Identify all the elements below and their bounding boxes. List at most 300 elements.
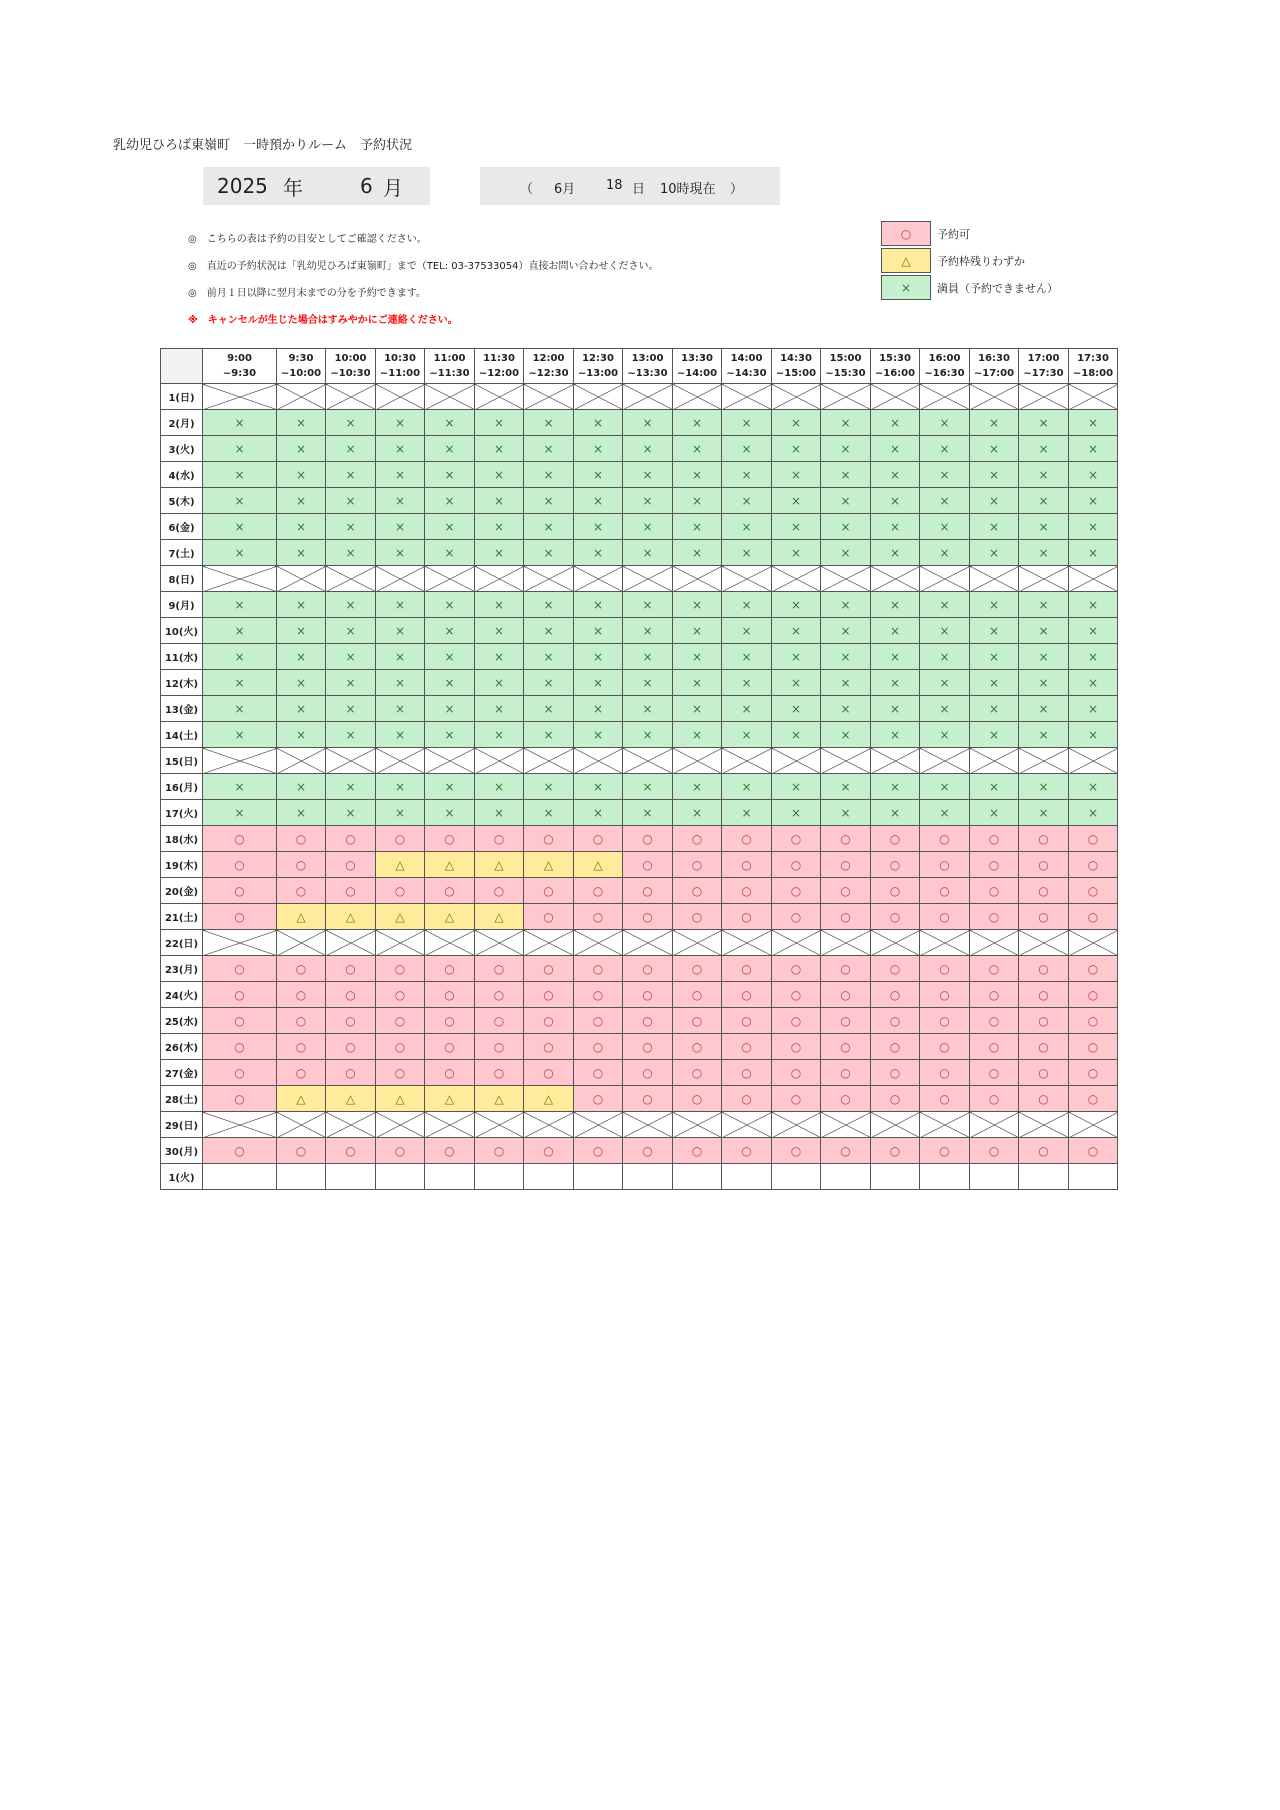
slot-full: ×: [871, 696, 920, 722]
time-slot-start: 14:30: [780, 353, 812, 364]
slot-available: ○: [970, 826, 1019, 852]
slot-full: ×: [920, 436, 970, 462]
slot-available: ○: [574, 1086, 623, 1112]
slot-full: ×: [277, 514, 326, 540]
slot-available: ○: [425, 826, 475, 852]
slot-available: ○: [1069, 1060, 1118, 1086]
slot-available: ○: [1019, 1138, 1069, 1164]
day-label: 21(土): [161, 904, 203, 930]
note-cancel: ※ キャンセルが生じた場合はすみやかにご連絡ください。: [188, 315, 458, 326]
slot-full: ×: [970, 774, 1019, 800]
day-label: 19(木): [161, 852, 203, 878]
note-contact: ◎ 直近の予約状況は「乳幼児ひろば東嶺町」まで（TEL: 03-37533054）直接お問い合わせください。: [188, 261, 659, 272]
slot-full: ×: [326, 592, 376, 618]
slot-closed: [376, 930, 425, 956]
slot-full: ×: [326, 800, 376, 826]
legend-available-swatch: ○: [881, 221, 931, 246]
slot-available: ○: [673, 904, 722, 930]
slot-full: ×: [871, 722, 920, 748]
time-slot-start: 11:00: [433, 353, 466, 364]
slot-available: ○: [722, 982, 772, 1008]
slot-full: ×: [1069, 514, 1118, 540]
slot-full: ×: [425, 644, 475, 670]
slot-available: ○: [1069, 956, 1118, 982]
slot-full: ×: [1019, 618, 1069, 644]
slot-available: ○: [920, 1060, 970, 1086]
slot-closed: [277, 748, 326, 774]
slot-full: ×: [1069, 618, 1118, 644]
slot-available: ○: [623, 1086, 673, 1112]
slot-full: ×: [920, 488, 970, 514]
slot-available: ○: [673, 1034, 722, 1060]
slot-closed: [623, 930, 673, 956]
slot-closed: [376, 1112, 425, 1138]
slot-full: ×: [772, 800, 821, 826]
time-slot-end: ~10:00: [280, 368, 322, 379]
slot-available: ○: [203, 1138, 277, 1164]
time-slot-start: 13:30: [681, 353, 713, 364]
slot-full: ×: [673, 462, 722, 488]
slot-available: ○: [772, 982, 821, 1008]
slot-full: ×: [722, 462, 772, 488]
slot-closed: [203, 1112, 277, 1138]
slot-full: ×: [1019, 514, 1069, 540]
year-unit: 年: [283, 175, 303, 200]
slot-available: ○: [277, 1060, 326, 1086]
slot-available: ○: [1069, 1008, 1118, 1034]
slot-available: ○: [277, 878, 326, 904]
slot-few: △: [376, 904, 425, 930]
table-row: [161, 1060, 1118, 1086]
slot-full: ×: [425, 670, 475, 696]
time-slot-header: [821, 349, 871, 384]
slot-closed: [920, 930, 970, 956]
slot-available: ○: [203, 878, 277, 904]
slot-closed: [203, 566, 277, 592]
slot-full: ×: [376, 436, 425, 462]
slot-full: ×: [970, 436, 1019, 462]
slot-full: ×: [722, 800, 772, 826]
time-slot-end: ~12:00: [478, 368, 520, 379]
slot-closed: [970, 930, 1019, 956]
slot-available: ○: [722, 852, 772, 878]
slot-closed: [203, 748, 277, 774]
slot-full: ×: [623, 774, 673, 800]
slot-empty: [772, 1164, 821, 1190]
slot-full: ×: [574, 462, 623, 488]
slot-full: ×: [475, 540, 524, 566]
slot-few: △: [524, 1086, 574, 1112]
slot-full: ×: [524, 800, 574, 826]
slot-full: ×: [277, 540, 326, 566]
slot-available: ○: [326, 852, 376, 878]
slot-full: ×: [203, 514, 277, 540]
slot-closed: [376, 566, 425, 592]
slot-full: ×: [722, 540, 772, 566]
slot-available: ○: [772, 1008, 821, 1034]
slot-full: ×: [475, 592, 524, 618]
time-slot-end: ~16:30: [924, 368, 965, 379]
slot-full: ×: [425, 800, 475, 826]
note-booking-window: ◎ 前月１日以降に翌月末までの分を予約できます。: [188, 288, 426, 299]
slot-available: ○: [277, 1034, 326, 1060]
slot-closed: [524, 566, 574, 592]
slot-full: ×: [920, 774, 970, 800]
slot-full: ×: [871, 436, 920, 462]
slot-full: ×: [821, 696, 871, 722]
slot-available: ○: [623, 1060, 673, 1086]
slot-full: ×: [376, 592, 425, 618]
slot-closed: [475, 1112, 524, 1138]
slot-available: ○: [623, 852, 673, 878]
slot-full: ×: [970, 514, 1019, 540]
slot-full: ×: [326, 618, 376, 644]
slot-empty: [277, 1164, 326, 1190]
slot-few: △: [277, 904, 326, 930]
day-label: 22(日): [161, 930, 203, 956]
slot-available: ○: [772, 956, 821, 982]
time-slot-end: ~14:00: [676, 368, 718, 379]
slot-few: △: [425, 852, 475, 878]
time-slot-end: ~9:30: [222, 368, 257, 379]
legend-full-swatch: ×: [881, 275, 931, 300]
slot-few: △: [475, 852, 524, 878]
table-row: [161, 696, 1118, 722]
slot-available: ○: [871, 1008, 920, 1034]
slot-full: ×: [277, 488, 326, 514]
slot-empty: [1019, 1164, 1069, 1190]
slot-closed: [920, 748, 970, 774]
slot-full: ×: [871, 800, 920, 826]
time-slot-start: 14:00: [730, 353, 763, 364]
slot-full: ×: [920, 644, 970, 670]
slot-full: ×: [524, 462, 574, 488]
slot-empty: [326, 1164, 376, 1190]
time-slot-header: [1069, 349, 1118, 384]
slot-closed: [425, 930, 475, 956]
slot-available: ○: [821, 878, 871, 904]
slot-available: ○: [673, 852, 722, 878]
slot-full: ×: [673, 410, 722, 436]
slot-full: ×: [376, 670, 425, 696]
slot-available: ○: [277, 852, 326, 878]
slot-available: ○: [475, 1138, 524, 1164]
day-label: 23(月): [161, 956, 203, 982]
slot-full: ×: [1069, 488, 1118, 514]
slot-full: ×: [1069, 462, 1118, 488]
slot-available: ○: [524, 826, 574, 852]
slot-available: ○: [821, 1034, 871, 1060]
slot-empty: [920, 1164, 970, 1190]
slot-available: ○: [871, 904, 920, 930]
slot-available: ○: [970, 1008, 1019, 1034]
slot-full: ×: [722, 436, 772, 462]
slot-full: ×: [970, 644, 1019, 670]
slot-available: ○: [623, 1008, 673, 1034]
slot-full: ×: [871, 462, 920, 488]
slot-full: ×: [203, 644, 277, 670]
slot-full: ×: [524, 488, 574, 514]
slot-empty: [722, 1164, 772, 1190]
slot-available: ○: [326, 1034, 376, 1060]
slot-full: ×: [425, 488, 475, 514]
month-value: 6: [360, 174, 373, 198]
table-row: [161, 748, 1118, 774]
day-label: 13(金): [161, 696, 203, 722]
slot-available: ○: [326, 982, 376, 1008]
legend-full-label: 満員（予約できません）: [937, 281, 1058, 295]
slot-available: ○: [772, 1060, 821, 1086]
slot-closed: [574, 566, 623, 592]
slot-full: ×: [623, 618, 673, 644]
slot-closed: [821, 748, 871, 774]
slot-available: ○: [326, 1060, 376, 1086]
slot-full: ×: [1069, 722, 1118, 748]
legend-few-label: 予約枠残りわずか: [937, 254, 1025, 268]
slot-full: ×: [623, 436, 673, 462]
slot-full: ×: [722, 618, 772, 644]
slot-full: ×: [1069, 670, 1118, 696]
slot-empty: [623, 1164, 673, 1190]
time-slot-start: 15:00: [829, 353, 862, 364]
slot-closed: [524, 930, 574, 956]
time-slot-end: ~11:30: [429, 368, 470, 379]
slot-available: ○: [821, 1138, 871, 1164]
slot-full: ×: [574, 618, 623, 644]
slot-empty: [524, 1164, 574, 1190]
slot-available: ○: [871, 956, 920, 982]
slot-full: ×: [772, 696, 821, 722]
table-row: [161, 592, 1118, 618]
slot-closed: [203, 384, 277, 410]
slot-full: ×: [524, 670, 574, 696]
day-label: 24(火): [161, 982, 203, 1008]
slot-full: ×: [1069, 410, 1118, 436]
slot-closed: [277, 1112, 326, 1138]
slot-full: ×: [623, 488, 673, 514]
slot-closed: [772, 930, 821, 956]
day-label: 4(水): [161, 462, 203, 488]
time-slot-header: [203, 349, 277, 384]
time-slot-end: ~14:30: [726, 368, 767, 379]
slot-full: ×: [1019, 462, 1069, 488]
slot-available: ○: [1019, 1034, 1069, 1060]
slot-full: ×: [475, 722, 524, 748]
table-row: [161, 1034, 1118, 1060]
slot-available: ○: [970, 982, 1019, 1008]
table-row: [161, 878, 1118, 904]
slot-available: ○: [970, 956, 1019, 982]
time-slot-header: [722, 349, 772, 384]
slot-available: ○: [871, 878, 920, 904]
slot-full: ×: [277, 670, 326, 696]
slot-few: △: [425, 1086, 475, 1112]
slot-available: ○: [475, 878, 524, 904]
slot-available: ○: [772, 852, 821, 878]
slot-few: △: [326, 1086, 376, 1112]
slot-full: ×: [920, 514, 970, 540]
slot-closed: [475, 566, 524, 592]
slot-available: ○: [1019, 852, 1069, 878]
slot-closed: [722, 930, 772, 956]
slot-full: ×: [1019, 488, 1069, 514]
slot-available: ○: [772, 826, 821, 852]
slot-full: ×: [574, 410, 623, 436]
slot-available: ○: [821, 1060, 871, 1086]
slot-closed: [1019, 566, 1069, 592]
slot-full: ×: [920, 800, 970, 826]
slot-full: ×: [722, 774, 772, 800]
slot-available: ○: [524, 1034, 574, 1060]
slot-closed: [1069, 566, 1118, 592]
slot-full: ×: [425, 462, 475, 488]
slot-available: ○: [524, 878, 574, 904]
slot-closed: [920, 384, 970, 410]
reservation-table: [160, 348, 1118, 1190]
time-slot-header: [475, 349, 524, 384]
slot-full: ×: [673, 488, 722, 514]
as-of-close-paren: ）: [730, 182, 744, 197]
time-slot-header: [326, 349, 376, 384]
slot-full: ×: [871, 644, 920, 670]
table-header-row: [161, 349, 1118, 384]
slot-full: ×: [425, 696, 475, 722]
slot-closed: [722, 748, 772, 774]
slot-full: ×: [524, 592, 574, 618]
legend-available-label: 予約可: [937, 227, 970, 241]
slot-available: ○: [920, 1008, 970, 1034]
slot-empty: [673, 1164, 722, 1190]
slot-available: ○: [376, 1060, 425, 1086]
slot-available: ○: [425, 1138, 475, 1164]
table-row: [161, 982, 1118, 1008]
slot-full: ×: [821, 514, 871, 540]
slot-full: ×: [772, 462, 821, 488]
slot-full: ×: [623, 696, 673, 722]
slot-full: ×: [277, 696, 326, 722]
day-label: 15(日): [161, 748, 203, 774]
slot-closed: [425, 748, 475, 774]
slot-full: ×: [425, 514, 475, 540]
slot-available: ○: [722, 1138, 772, 1164]
slot-full: ×: [722, 696, 772, 722]
day-label: 20(金): [161, 878, 203, 904]
slot-available: ○: [524, 904, 574, 930]
slot-full: ×: [574, 436, 623, 462]
slot-closed: [425, 566, 475, 592]
time-slot-start: 16:00: [928, 353, 961, 364]
time-slot-header: [623, 349, 673, 384]
slot-closed: [376, 384, 425, 410]
slot-full: ×: [475, 618, 524, 644]
slot-available: ○: [1019, 826, 1069, 852]
slot-full: ×: [871, 774, 920, 800]
time-slot-start: 16:30: [978, 353, 1010, 364]
slot-closed: [871, 566, 920, 592]
slot-full: ×: [376, 514, 425, 540]
time-slot-header: [970, 349, 1019, 384]
table-row: [161, 462, 1118, 488]
slot-available: ○: [623, 1138, 673, 1164]
slot-full: ×: [623, 644, 673, 670]
slot-closed: [277, 566, 326, 592]
time-slot-start: 13:00: [631, 353, 664, 364]
slot-available: ○: [524, 1060, 574, 1086]
day-label: 14(土): [161, 722, 203, 748]
slot-full: ×: [673, 774, 722, 800]
slot-few: △: [475, 904, 524, 930]
slot-closed: [673, 748, 722, 774]
slot-full: ×: [376, 644, 425, 670]
slot-full: ×: [871, 540, 920, 566]
time-slot-end: ~11:00: [379, 368, 421, 379]
slot-closed: [1069, 384, 1118, 410]
slot-full: ×: [821, 436, 871, 462]
slot-full: ×: [821, 644, 871, 670]
slot-available: ○: [772, 1138, 821, 1164]
slot-available: ○: [203, 904, 277, 930]
time-slot-start: 9:30: [288, 353, 314, 364]
slot-available: ○: [623, 956, 673, 982]
slot-available: ○: [970, 1138, 1019, 1164]
slot-full: ×: [673, 644, 722, 670]
slot-full: ×: [821, 722, 871, 748]
slot-closed: [574, 1112, 623, 1138]
slot-full: ×: [326, 670, 376, 696]
slot-full: ×: [1069, 592, 1118, 618]
slot-full: ×: [821, 618, 871, 644]
slot-closed: [722, 566, 772, 592]
slot-available: ○: [425, 878, 475, 904]
slot-full: ×: [772, 644, 821, 670]
slot-available: ○: [1069, 852, 1118, 878]
day-label: 5(木): [161, 488, 203, 514]
slot-available: ○: [673, 1138, 722, 1164]
slot-full: ×: [970, 722, 1019, 748]
slot-available: ○: [203, 1060, 277, 1086]
note-guide: ◎ こちらの表は予約の目安としてご確認ください。: [188, 234, 427, 245]
slot-full: ×: [574, 722, 623, 748]
slot-full: ×: [475, 436, 524, 462]
slot-closed: [574, 930, 623, 956]
slot-available: ○: [203, 826, 277, 852]
slot-full: ×: [277, 618, 326, 644]
slot-closed: [772, 566, 821, 592]
slot-full: ×: [871, 618, 920, 644]
slot-full: ×: [1019, 592, 1069, 618]
slot-full: ×: [277, 410, 326, 436]
slot-closed: [1019, 1112, 1069, 1138]
day-label: 2(月): [161, 410, 203, 436]
slot-full: ×: [326, 514, 376, 540]
slot-full: ×: [920, 462, 970, 488]
slot-available: ○: [1019, 1008, 1069, 1034]
slot-full: ×: [574, 488, 623, 514]
slot-empty: [1069, 1164, 1118, 1190]
slot-full: ×: [920, 540, 970, 566]
slot-closed: [1019, 384, 1069, 410]
slot-available: ○: [475, 826, 524, 852]
slot-full: ×: [1019, 774, 1069, 800]
slot-available: ○: [574, 956, 623, 982]
day-label: 18(水): [161, 826, 203, 852]
slot-available: ○: [920, 852, 970, 878]
slot-available: ○: [574, 878, 623, 904]
slot-full: ×: [574, 644, 623, 670]
slot-available: ○: [920, 1138, 970, 1164]
slot-full: ×: [376, 540, 425, 566]
slot-available: ○: [871, 852, 920, 878]
